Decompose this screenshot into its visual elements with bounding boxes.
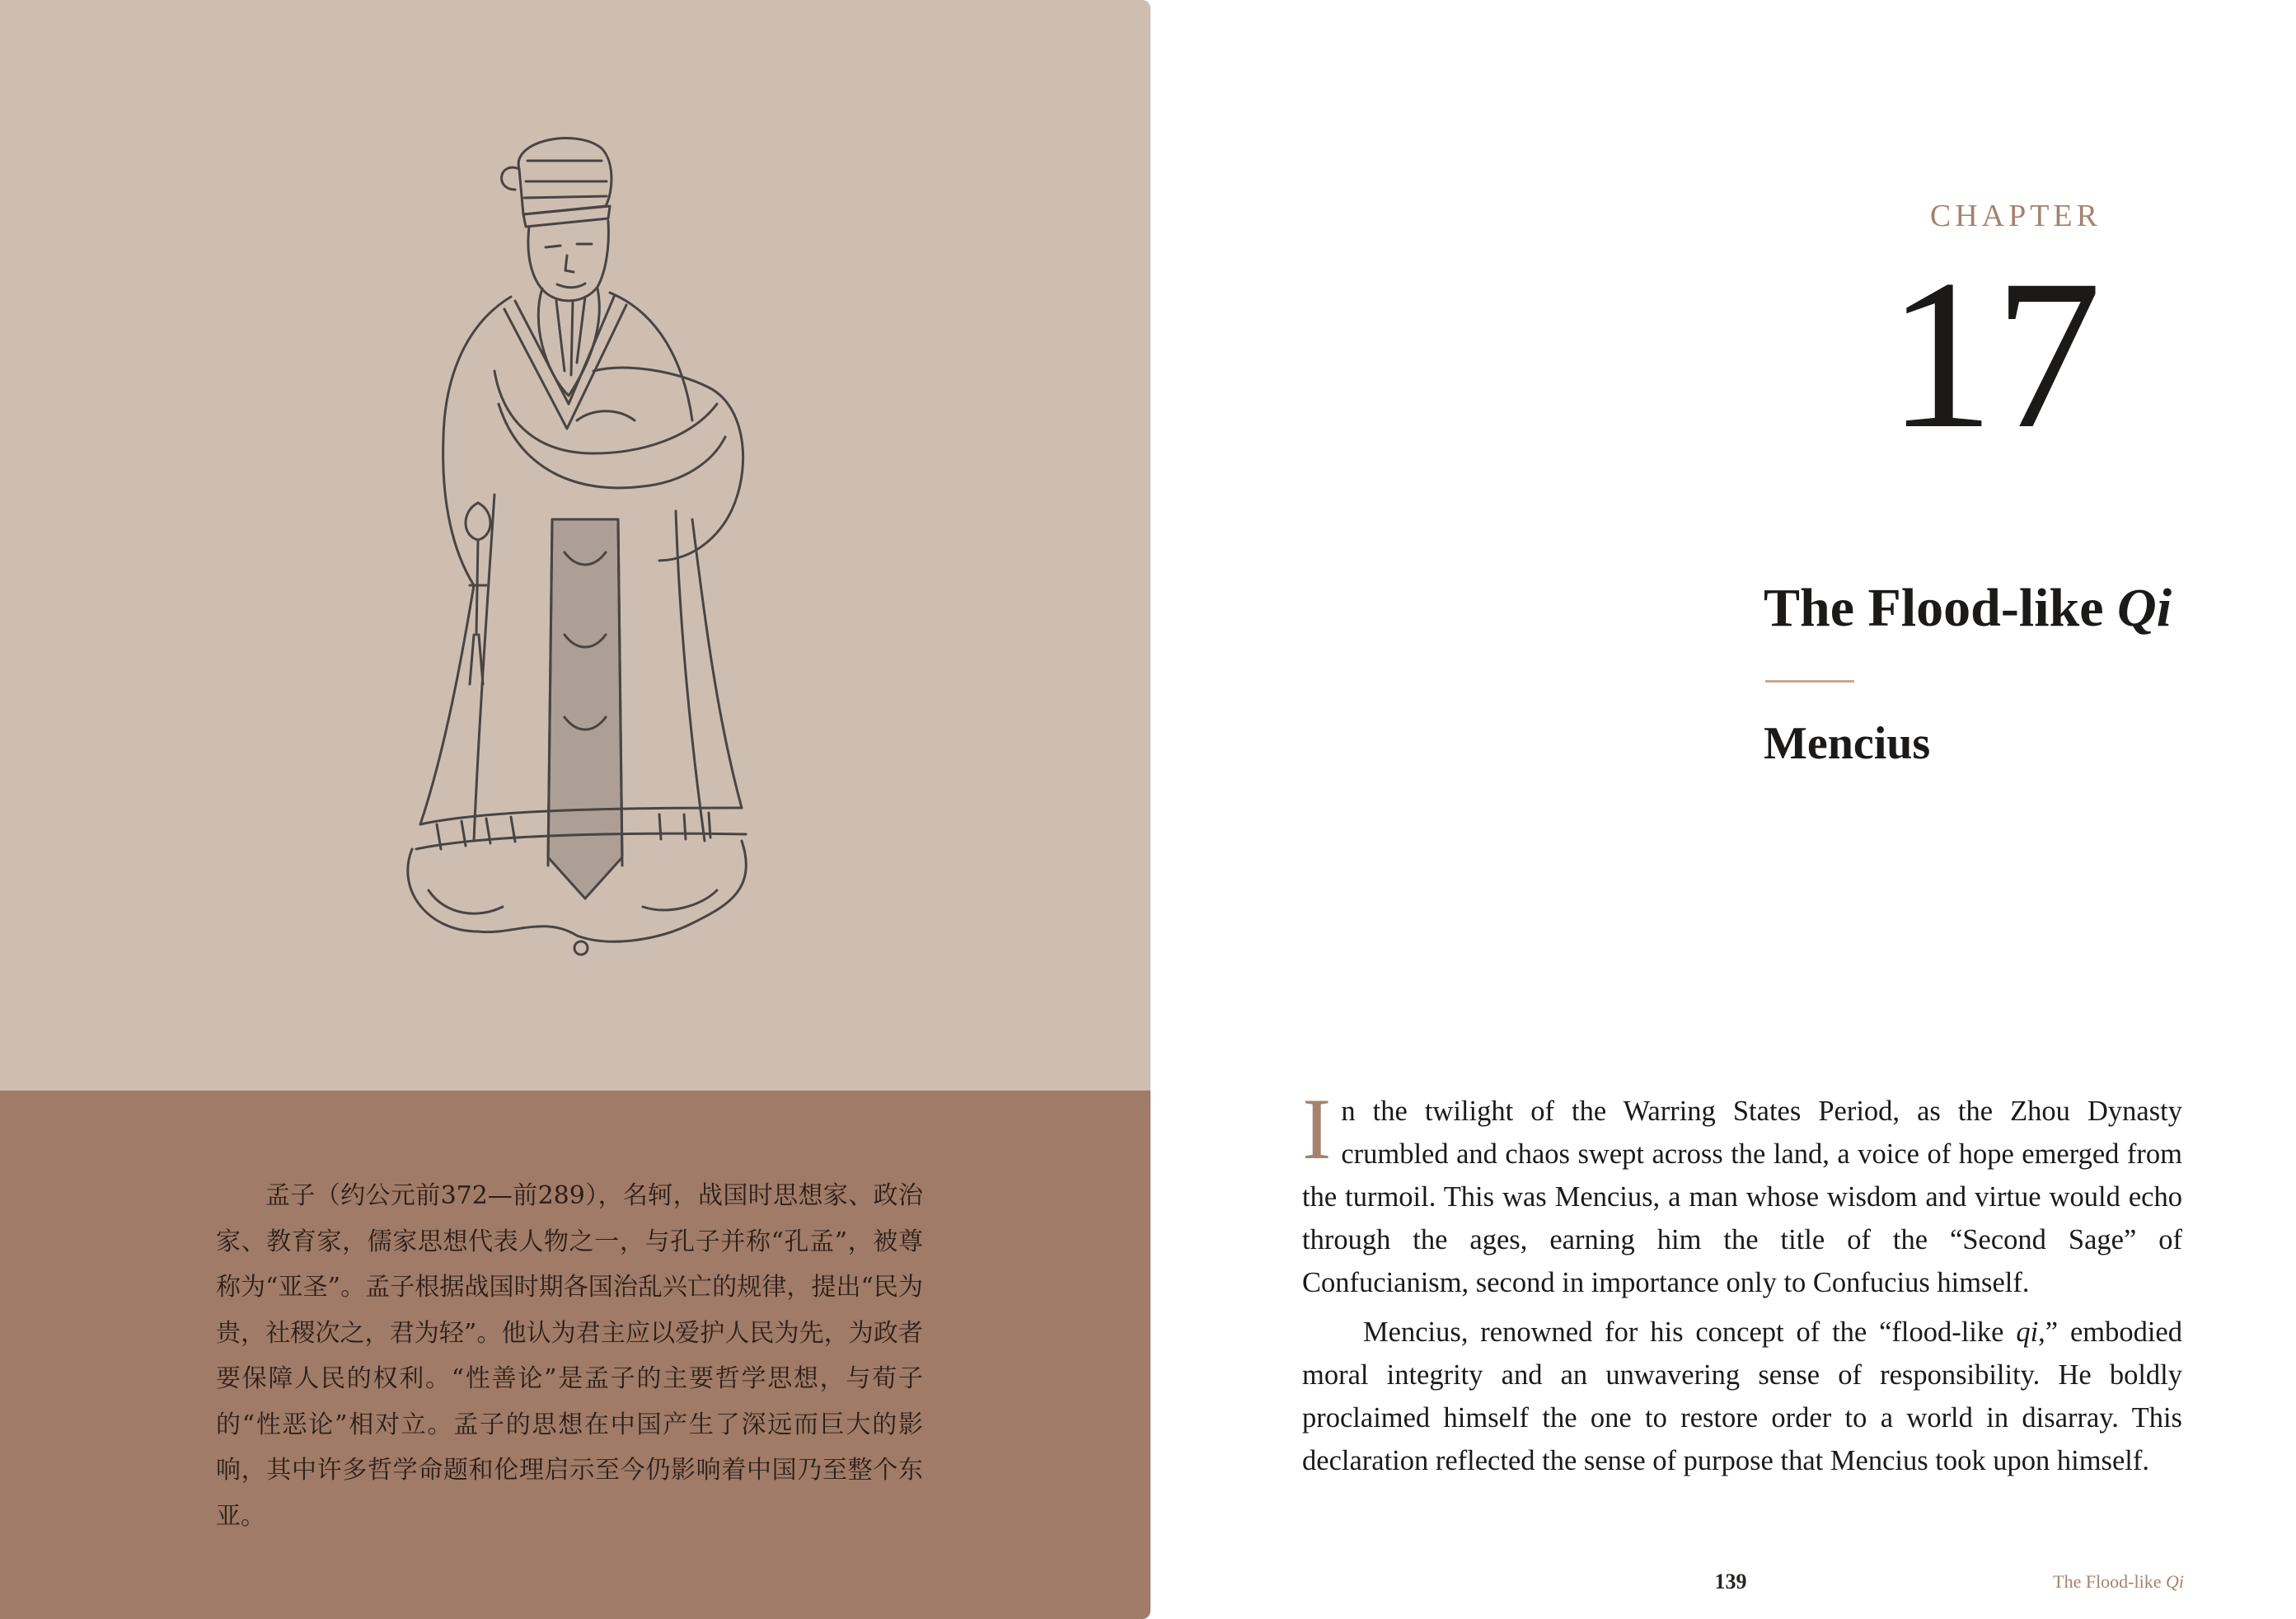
paragraph-2-part-1: Mencius, renowned for his concept of the “flood-like <box>1363 1316 2017 1348</box>
illustration-panel <box>0 0 1150 1091</box>
chapter-subtitle: Mencius <box>1764 718 1931 769</box>
body-paragraph-2 <box>1302 1311 2182 1482</box>
chapter-title-italic: Qi <box>2117 578 2172 638</box>
chinese-biography-text: 孟子（约公元前372—前289），名轲，战国时思想家、政治家、教育家，儒家思想代表人物之一，与孔子并称“孔孟”，被尊称为“亚圣”。孟子根据战国时期各国治乱兴亡的规律，提出“民为贵，社稷次之，君为轻”。他认为君主应以爱护人民为先，为政者要保障人民的权利。“性善论”是孟子的主要哲学思想，与荀子的“性恶论”相对立。孟子的思想在中国产生了深远而巨大的影响，其中许多哲学命题和伦理启示至今仍影响着中国乃至整个东亚。 <box>216 1181 923 1531</box>
paragraph-1-text: n the twilight of the Warring States Period, as the Zhou Dynasty crumbled and chaos swept across the land, a voice of hope emerged from the turmoil. This was Mencius, a man whose wisdom and virtue would echo through the ages, earning him the title of the “Second Sage” of Confucianism, second in importance only to Confucius himself. <box>1302 1096 2182 1298</box>
body-text <box>1302 1081 2182 1482</box>
paragraph-2-italic: qi <box>2016 1316 2039 1348</box>
biography-panel <box>0 1091 1150 1619</box>
chapter-label: CHAPTER <box>1929 199 2102 233</box>
running-header-italic: Qi <box>2166 1571 2184 1592</box>
paragraph-2-part-2: ,” embodied moral integrity and an unwavering sense of responsibility. He boldly proclaimed himself the one to restore order to a world in disarray. This declaration reflected the sense of purpose that Mencius took upon himself. <box>1302 1316 2182 1476</box>
body-paragraph-1 <box>1302 1081 2182 1304</box>
running-header <box>1994 1571 2184 1593</box>
drop-cap: I <box>1302 1081 1332 1177</box>
chapter-number: 17 <box>1887 236 2102 473</box>
title-divider <box>1765 680 1854 683</box>
standing-scholar-figure-icon <box>330 124 791 997</box>
running-header-main: The Flood-like <box>2053 1571 2166 1592</box>
chapter-title-main: The Flood-like <box>1764 578 2118 638</box>
chapter-title <box>1764 577 2296 640</box>
page-number: 139 <box>1714 1570 1747 1593</box>
